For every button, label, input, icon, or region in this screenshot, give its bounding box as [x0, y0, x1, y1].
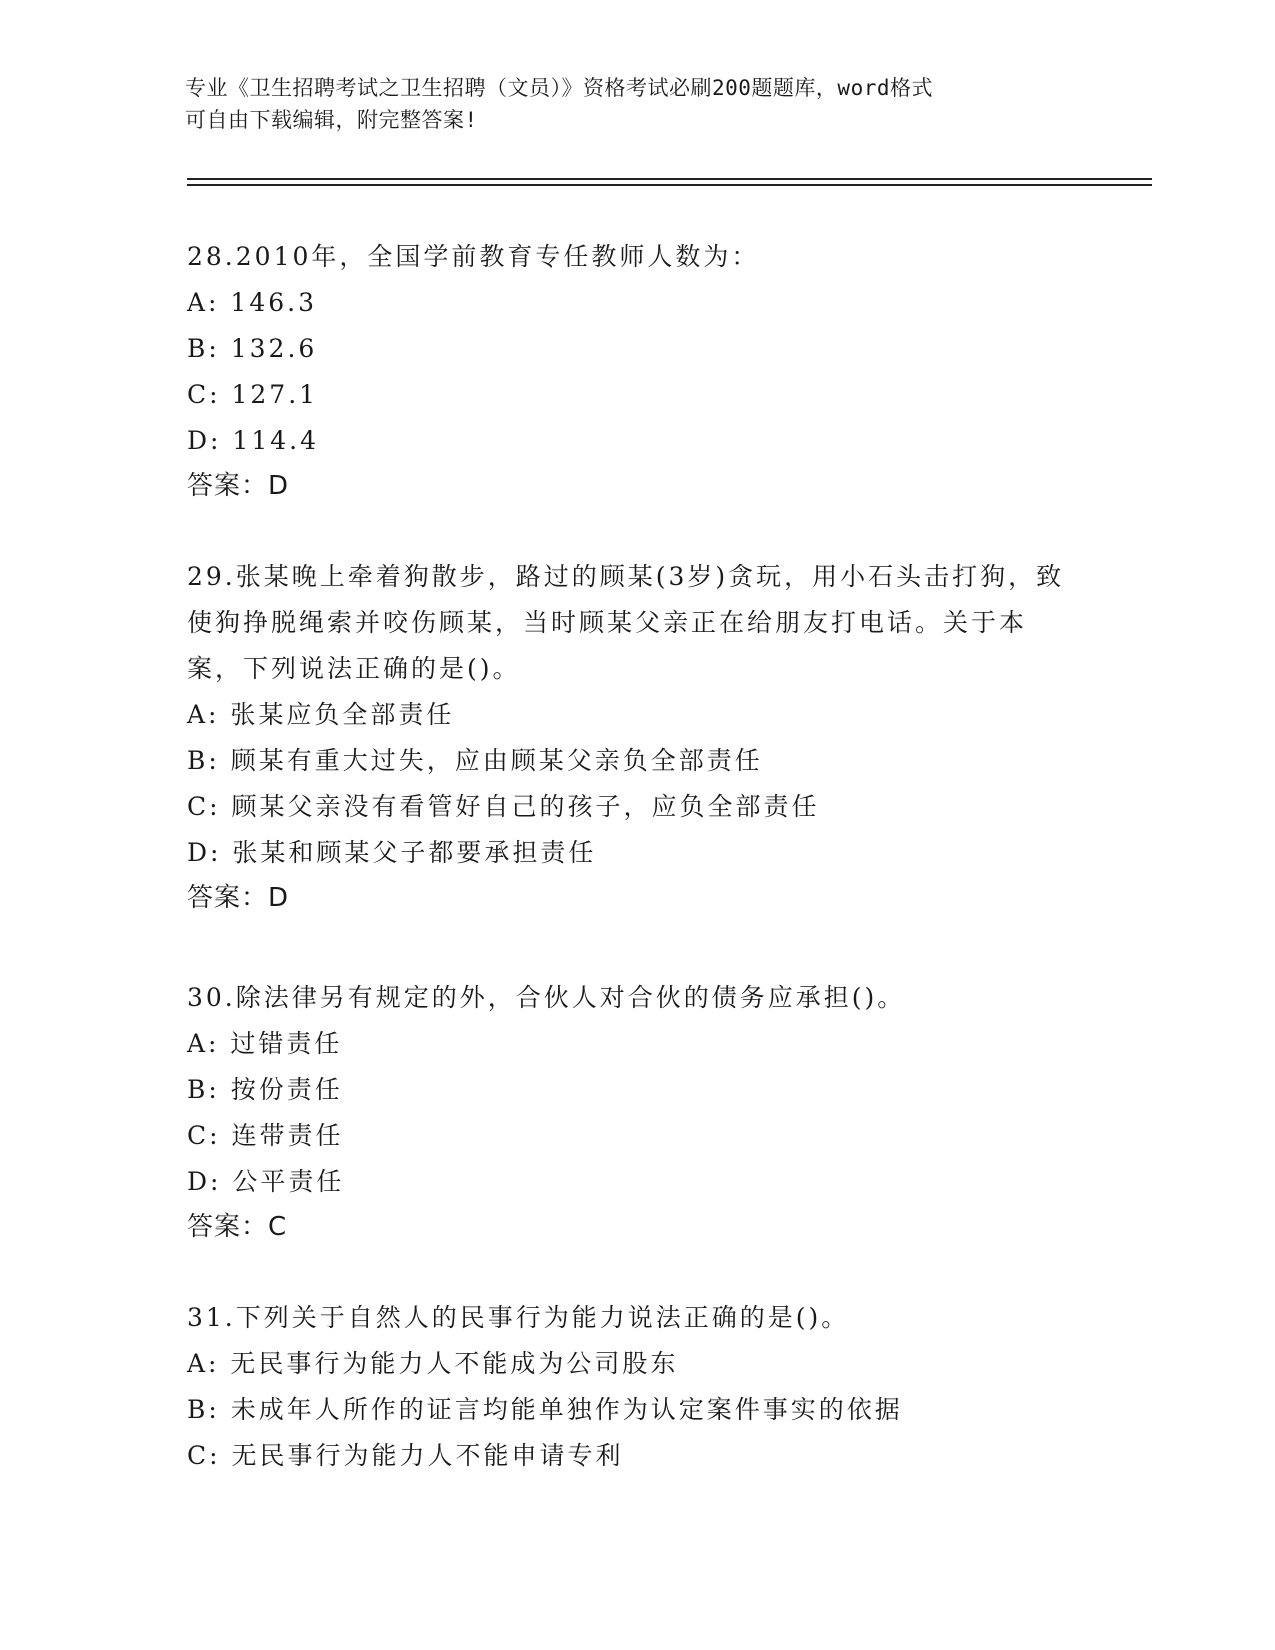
header-divider-bottom	[187, 184, 1152, 186]
question-stem: 31.下列关于自然人的民事行为能力说法正确的是()。	[187, 1303, 850, 1332]
question-stem: 30.除法律另有规定的外，合伙人对合伙的债务应承担()。	[187, 983, 906, 1012]
option-c: C: 127.1	[187, 380, 319, 409]
option-c: C: 连带责任	[187, 1121, 344, 1150]
question-stem: 28.2010年，全国学前教育专任教师人数为：	[187, 242, 760, 271]
answer-line: 答案：D	[187, 471, 290, 501]
question-30	[187, 975, 1077, 1249]
question-29	[187, 554, 1077, 920]
header-line-2: 可自由下载编辑，附完整答案!	[185, 108, 478, 132]
option-a: A: 无民事行为能力人不能成为公司股东	[187, 1349, 679, 1378]
option-c: C: 顾某父亲没有看管好自己的孩子，应负全部责任	[187, 792, 820, 821]
answer-line: 答案：D	[187, 883, 290, 913]
header-divider-top	[187, 178, 1152, 180]
option-a: A: 张某应负全部责任	[187, 700, 455, 729]
option-b: B: 未成年人所作的证言均能单独作为认定案件事实的依据	[187, 1395, 903, 1424]
header-line-1: 专业《卫生招聘考试之卫生招聘（文员）》资格考试必刷200题题库，word格式	[185, 76, 933, 100]
option-b: B: 132.6	[187, 334, 318, 363]
option-b: B: 顾某有重大过失，应由顾某父亲负全部责任	[187, 746, 763, 775]
option-a: A: 146.3	[187, 288, 317, 317]
option-d: D: 张某和顾某父子都要承担责任	[187, 838, 597, 867]
question-stem: 29.张某晚上牵着狗散步，路过的顾某(3岁)贪玩，用小石头击打狗，致使狗挣脱绳索并咬伤顾某，当时顾某父亲正在给朋友打电话。关于本案，下列说法正确的是()。	[187, 562, 1065, 683]
question-31	[187, 1295, 1077, 1479]
question-28	[187, 234, 1077, 508]
option-d: D: 公平责任	[187, 1167, 345, 1196]
option-c: C: 无民事行为能力人不能申请专利	[187, 1441, 624, 1470]
option-d: D: 114.4	[187, 426, 319, 455]
document-header	[185, 72, 1065, 136]
option-a: A: 过错责任	[187, 1029, 343, 1058]
answer-line: 答案：C	[187, 1212, 288, 1242]
option-b: B: 按份责任	[187, 1075, 343, 1104]
